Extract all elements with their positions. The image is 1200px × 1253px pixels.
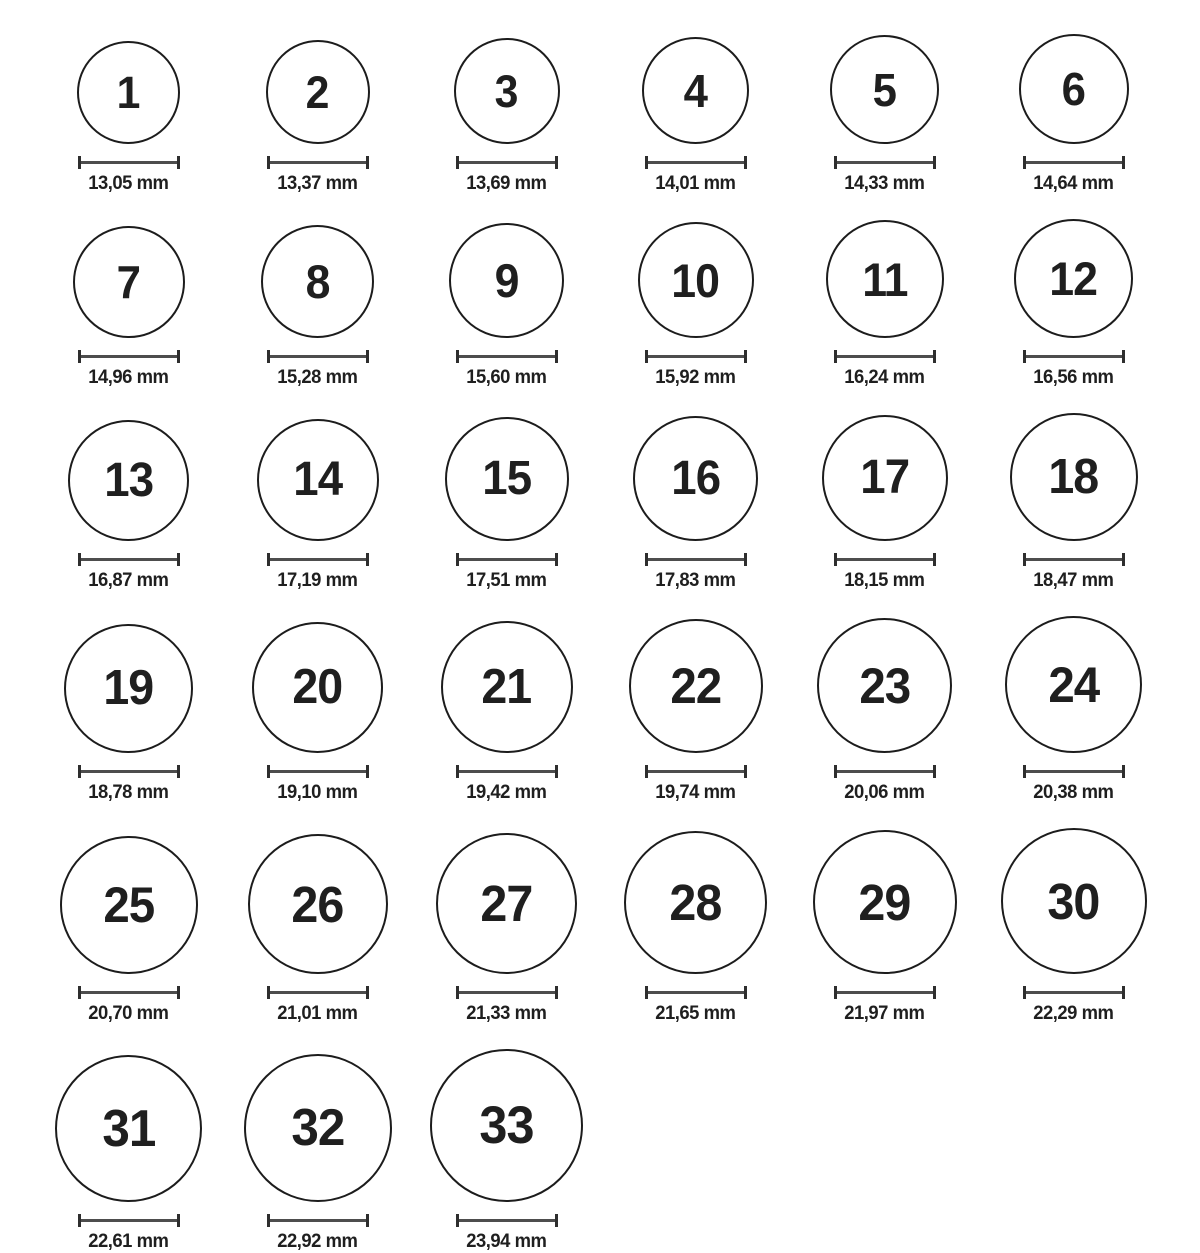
ring-circle xyxy=(633,416,758,541)
ring-circle xyxy=(1010,413,1138,541)
diameter-label: 18,15 mm xyxy=(844,570,925,591)
diameter-measure-bar xyxy=(78,350,180,363)
ring-size-number: 20 xyxy=(292,660,343,714)
diameter-measure-line xyxy=(459,991,555,994)
ring-size-item xyxy=(412,1049,601,1253)
ring-circle xyxy=(826,220,944,338)
ring-size-number: 29 xyxy=(858,873,911,931)
diameter-measure-line xyxy=(648,991,744,994)
diameter-label: 18,47 mm xyxy=(1033,570,1114,591)
ring-circle xyxy=(1005,616,1142,753)
ring-size-item xyxy=(412,413,601,592)
ring-size-item xyxy=(34,413,223,592)
ring-circle xyxy=(1019,34,1129,144)
ring-size-item xyxy=(790,413,979,592)
diameter-measure-line xyxy=(270,558,366,561)
ring-circle xyxy=(55,1055,202,1202)
diameter-label: 22,92 mm xyxy=(277,1231,358,1252)
diameter-measure-bar xyxy=(267,553,369,566)
diameter-measure-line xyxy=(1026,991,1122,994)
diameter-label: 19,74 mm xyxy=(655,782,736,803)
ring-size-item xyxy=(223,219,412,389)
ring-size-item xyxy=(979,413,1168,592)
ring-size-item xyxy=(790,219,979,389)
diameter-label: 14,33 mm xyxy=(844,173,925,194)
diameter-label: 17,19 mm xyxy=(277,570,358,591)
ring-circle xyxy=(830,35,939,144)
ring-circle xyxy=(266,40,370,144)
ring-size-number: 12 xyxy=(1049,252,1098,305)
ring-size-item xyxy=(979,219,1168,389)
diameter-label: 15,28 mm xyxy=(277,367,358,388)
diameter-label: 23,94 mm xyxy=(466,1231,547,1252)
diameter-measure-line xyxy=(459,558,555,561)
diameter-label: 15,92 mm xyxy=(655,367,736,388)
diameter-label: 22,29 mm xyxy=(1033,1003,1114,1024)
ring-circle xyxy=(441,621,573,753)
diameter-label: 13,69 mm xyxy=(466,173,547,194)
ring-circle xyxy=(73,226,185,338)
diameter-label: 13,37 mm xyxy=(277,173,358,194)
ring-size-number: 23 xyxy=(859,657,910,714)
ring-size-item xyxy=(790,828,979,1025)
ring-circle xyxy=(1001,828,1147,974)
diameter-measure-line xyxy=(270,991,366,994)
diameter-measure-bar xyxy=(645,350,747,363)
diameter-label: 14,64 mm xyxy=(1033,173,1114,194)
diameter-measure-line xyxy=(270,770,366,773)
ring-size-item xyxy=(979,828,1168,1025)
diameter-measure-line xyxy=(648,558,744,561)
ring-circle xyxy=(624,831,767,974)
diameter-label: 17,51 mm xyxy=(466,570,547,591)
diameter-measure-bar xyxy=(456,156,558,169)
diameter-measure-line xyxy=(1026,558,1122,561)
ring-size-number: 30 xyxy=(1047,872,1100,930)
ring-size-item xyxy=(601,413,790,592)
ring-size-number: 28 xyxy=(669,874,722,931)
diameter-measure-line xyxy=(81,991,177,994)
diameter-measure-bar xyxy=(78,553,180,566)
ring-size-number: 1 xyxy=(117,67,140,118)
diameter-measure-line xyxy=(1026,770,1122,773)
diameter-measure-bar xyxy=(456,765,558,778)
ring-size-number: 11 xyxy=(861,252,908,306)
diameter-label: 17,83 mm xyxy=(655,570,736,591)
ring-circle xyxy=(60,836,198,974)
ring-size-item xyxy=(34,34,223,195)
diameter-measure-bar xyxy=(834,350,936,363)
ring-size-number: 26 xyxy=(291,875,344,933)
ring-circle xyxy=(252,622,383,753)
diameter-label: 16,24 mm xyxy=(844,367,925,388)
ring-size-number: 10 xyxy=(671,253,720,307)
diameter-measure-bar xyxy=(267,350,369,363)
ring-size-item xyxy=(601,34,790,195)
diameter-label: 21,97 mm xyxy=(844,1003,925,1024)
ring-size-item xyxy=(979,616,1168,804)
diameter-measure-bar xyxy=(1023,553,1125,566)
ring-size-item xyxy=(412,828,601,1025)
diameter-label: 22,61 mm xyxy=(88,1231,169,1252)
ring-size-number: 24 xyxy=(1048,656,1099,713)
diameter-measure-line xyxy=(837,161,933,164)
diameter-measure-bar xyxy=(78,986,180,999)
diameter-measure-bar xyxy=(456,986,558,999)
diameter-label: 21,65 mm xyxy=(655,1003,736,1024)
diameter-measure-line xyxy=(270,161,366,164)
diameter-measure-bar xyxy=(645,986,747,999)
diameter-measure-bar xyxy=(834,553,936,566)
diameter-label: 14,01 mm xyxy=(655,173,736,194)
diameter-label: 19,10 mm xyxy=(277,782,358,803)
diameter-measure-line xyxy=(648,355,744,358)
diameter-measure-bar xyxy=(834,765,936,778)
diameter-label: 18,78 mm xyxy=(88,782,169,803)
diameter-label: 20,38 mm xyxy=(1033,782,1114,803)
ring-size-item xyxy=(979,34,1168,195)
diameter-measure-bar xyxy=(645,553,747,566)
ring-circle xyxy=(436,833,577,974)
diameter-measure-bar xyxy=(78,156,180,169)
diameter-measure-bar xyxy=(456,350,558,363)
ring-size-number: 27 xyxy=(480,875,533,932)
ring-size-number: 33 xyxy=(479,1096,534,1155)
ring-circle xyxy=(629,619,763,753)
ring-size-item xyxy=(601,219,790,389)
ring-size-number: 25 xyxy=(103,877,154,933)
diameter-measure-line xyxy=(81,770,177,773)
diameter-measure-line xyxy=(837,355,933,358)
ring-size-number: 9 xyxy=(494,254,519,307)
diameter-measure-line xyxy=(459,161,555,164)
ring-size-item xyxy=(34,828,223,1025)
ring-size-number: 17 xyxy=(860,451,909,504)
diameter-label: 21,01 mm xyxy=(277,1003,358,1024)
ring-size-number: 3 xyxy=(495,65,518,117)
ring-size-number: 32 xyxy=(290,1099,345,1157)
diameter-measure-bar xyxy=(78,1214,180,1227)
diameter-measure-line xyxy=(270,355,366,358)
ring-size-item xyxy=(601,828,790,1025)
diameter-measure-bar xyxy=(456,1214,558,1227)
ring-size-number: 13 xyxy=(104,453,153,507)
diameter-measure-line xyxy=(81,1219,177,1222)
diameter-measure-bar xyxy=(456,553,558,566)
ring-circle xyxy=(445,417,569,541)
diameter-measure-line xyxy=(837,558,933,561)
diameter-measure-bar xyxy=(267,1214,369,1227)
diameter-label: 21,33 mm xyxy=(466,1003,547,1024)
ring-size-item xyxy=(790,616,979,804)
diameter-label: 19,42 mm xyxy=(466,782,547,803)
diameter-measure-line xyxy=(1026,161,1122,164)
diameter-measure-line xyxy=(837,770,933,773)
diameter-measure-line xyxy=(648,770,744,773)
diameter-measure-line xyxy=(459,355,555,358)
diameter-label: 16,56 mm xyxy=(1033,367,1114,388)
ring-size-number: 31 xyxy=(101,1099,156,1158)
ring-circle xyxy=(68,420,189,541)
diameter-measure-bar xyxy=(645,156,747,169)
ring-circle xyxy=(64,624,193,753)
ring-circle xyxy=(261,225,374,338)
ring-size-item xyxy=(412,219,601,389)
ring-size-item xyxy=(223,828,412,1025)
diameter-label: 14,96 mm xyxy=(88,367,169,388)
ring-circle xyxy=(449,223,564,338)
ring-size-item xyxy=(790,34,979,195)
ring-circle xyxy=(454,38,560,144)
diameter-measure-line xyxy=(837,991,933,994)
ring-size-item xyxy=(223,616,412,804)
diameter-measure-bar xyxy=(1023,350,1125,363)
ring-circle xyxy=(244,1054,392,1202)
diameter-measure-bar xyxy=(834,156,936,169)
diameter-measure-bar xyxy=(267,765,369,778)
ring-circle xyxy=(77,41,180,144)
diameter-measure-line xyxy=(81,161,177,164)
ring-circle xyxy=(257,419,379,541)
ring-size-item xyxy=(223,1049,412,1253)
diameter-measure-bar xyxy=(1023,986,1125,999)
diameter-measure-bar xyxy=(1023,156,1125,169)
ring-size-item xyxy=(34,616,223,804)
ring-size-number: 22 xyxy=(670,658,721,714)
ring-size-number: 19 xyxy=(103,661,154,715)
diameter-label: 16,87 mm xyxy=(88,570,169,591)
ring-circle xyxy=(638,222,754,338)
ring-size-number: 6 xyxy=(1061,63,1086,115)
ring-circle xyxy=(1014,219,1133,338)
diameter-measure-bar xyxy=(645,765,747,778)
ring-size-item xyxy=(34,1049,223,1253)
diameter-measure-line xyxy=(81,355,177,358)
ring-size-number: 14 xyxy=(293,453,342,506)
ring-size-number: 18 xyxy=(1048,449,1099,504)
ring-size-number: 7 xyxy=(116,256,141,308)
ring-size-number: 8 xyxy=(305,255,330,308)
ring-size-number: 2 xyxy=(306,66,329,118)
diameter-measure-bar xyxy=(78,765,180,778)
diameter-measure-line xyxy=(459,770,555,773)
ring-circle xyxy=(430,1049,583,1202)
diameter-measure-bar xyxy=(834,986,936,999)
ring-circle xyxy=(817,618,952,753)
ring-size-item xyxy=(34,219,223,389)
diameter-measure-line xyxy=(648,161,744,164)
ring-circle xyxy=(248,834,388,974)
ring-size-number: 15 xyxy=(482,452,531,505)
diameter-measure-line xyxy=(81,558,177,561)
diameter-label: 13,05 mm xyxy=(88,173,169,194)
ring-size-item xyxy=(601,616,790,804)
ring-size-number: 4 xyxy=(683,64,708,117)
diameter-measure-bar xyxy=(267,156,369,169)
ring-size-number: 5 xyxy=(872,63,897,116)
ring-circle xyxy=(642,37,749,144)
ring-circle xyxy=(813,830,957,974)
diameter-label: 15,60 mm xyxy=(466,367,547,388)
ring-size-item xyxy=(412,34,601,195)
ring-size-item xyxy=(223,413,412,592)
diameter-label: 20,70 mm xyxy=(88,1003,169,1024)
ring-size-item xyxy=(223,34,412,195)
ring-size-number: 16 xyxy=(671,451,720,505)
diameter-measure-bar xyxy=(267,986,369,999)
ring-size-item xyxy=(412,616,601,804)
ring-size-number: 21 xyxy=(481,659,532,714)
diameter-label: 20,06 mm xyxy=(844,782,925,803)
diameter-measure-line xyxy=(1026,355,1122,358)
ring-circle xyxy=(822,415,948,541)
diameter-measure-line xyxy=(270,1219,366,1222)
diameter-measure-line xyxy=(459,1219,555,1222)
diameter-measure-bar xyxy=(1023,765,1125,778)
